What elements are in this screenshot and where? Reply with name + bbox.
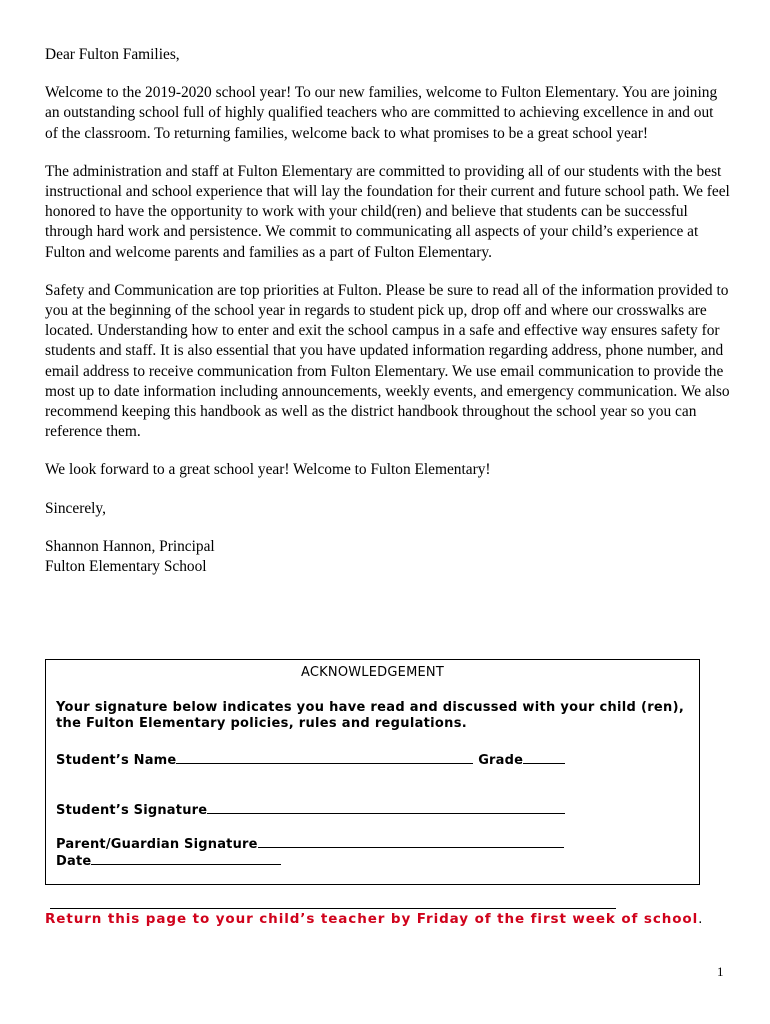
date-label: Date (56, 854, 92, 869)
closing: Sincerely, (45, 499, 106, 517)
paragraph-welcome: Welcome to the 2019-2020 school year! To our new families, welcome to Fulton Elementary. You are joining an outstanding school full of highly qualified teachers who are committed to achieving excellence in and out of the classroom. To returning families, welcome back to what promises to be a great school year! (45, 84, 718, 142)
grade-field[interactable] (523, 750, 565, 764)
salutation: Dear Fulton Families, (45, 46, 180, 63)
page-number: 1 (717, 964, 724, 979)
letter-body (45, 45, 730, 577)
grade-label: Grade (478, 753, 524, 768)
signature-block (45, 537, 730, 577)
acknowledgement-statement: Your signature below indicates you have read and discussed with your child (ren), the Fulton Elementary policies, rules and regulations. (56, 700, 685, 731)
paragraph-look-forward: We look forward to a great school year! Welcome to Fulton Elementary! (45, 461, 491, 479)
acknowledgement-box (45, 659, 700, 885)
student-name-label: Student’s Name (56, 753, 177, 768)
student-signature-label: Student’s Signature (56, 803, 208, 818)
date-field[interactable] (91, 851, 281, 865)
paragraph-safety-communication: Safety and Communication are top priorities at Fulton. Please be sure to read all of the information provided to you at the beginning of the school year in regards to student pick up, drop off and where our crosswalks are located. Understanding how to enter and exit the school campus in a safe and effective way ensures safety for students and staff. It is also essential that you have updated information regarding address, phone number, and email address to receive communication from Fulton Elementary. We use email communication to provide the most up to date information including announcements, weekly events, and emergency communication. We also recommend keeping this handbook as well as the district handbook throughout the school year so you can reference them. (45, 281, 730, 441)
signer-name: Shannon Hannon, Principal (45, 537, 215, 555)
parent-signature-field[interactable] (258, 834, 564, 848)
student-signature-row (56, 800, 565, 818)
date-row (56, 851, 281, 869)
student-signature-field[interactable] (207, 800, 565, 814)
acknowledgement-title: ACKNOWLEDGEMENT (301, 665, 444, 680)
return-note-period: . (698, 911, 704, 927)
student-name-field[interactable] (176, 750, 473, 764)
return-note-rule (50, 908, 616, 909)
parent-signature-row (56, 834, 564, 852)
parent-signature-label: Parent/Guardian Signature (56, 837, 258, 852)
student-name-row (56, 750, 565, 768)
return-note (45, 911, 703, 927)
signer-school: Fulton Elementary School (45, 558, 207, 576)
paragraph-staff-commitment: The administration and staff at Fulton Elementary are committed to providing all of our students with the best instructional and school experience that will lay the foundation for their current and future school path. We feel honored to have the opportunity to work with your child(ren) and believe that students can be successful through hard work and persistence. We commit to communicating all aspects of your child’s experience at Fulton and welcome parents and families as a part of Fulton Elementary. (45, 162, 730, 261)
return-note-text: Return this page to your child’s teacher by Friday of the first week of school (45, 911, 699, 927)
